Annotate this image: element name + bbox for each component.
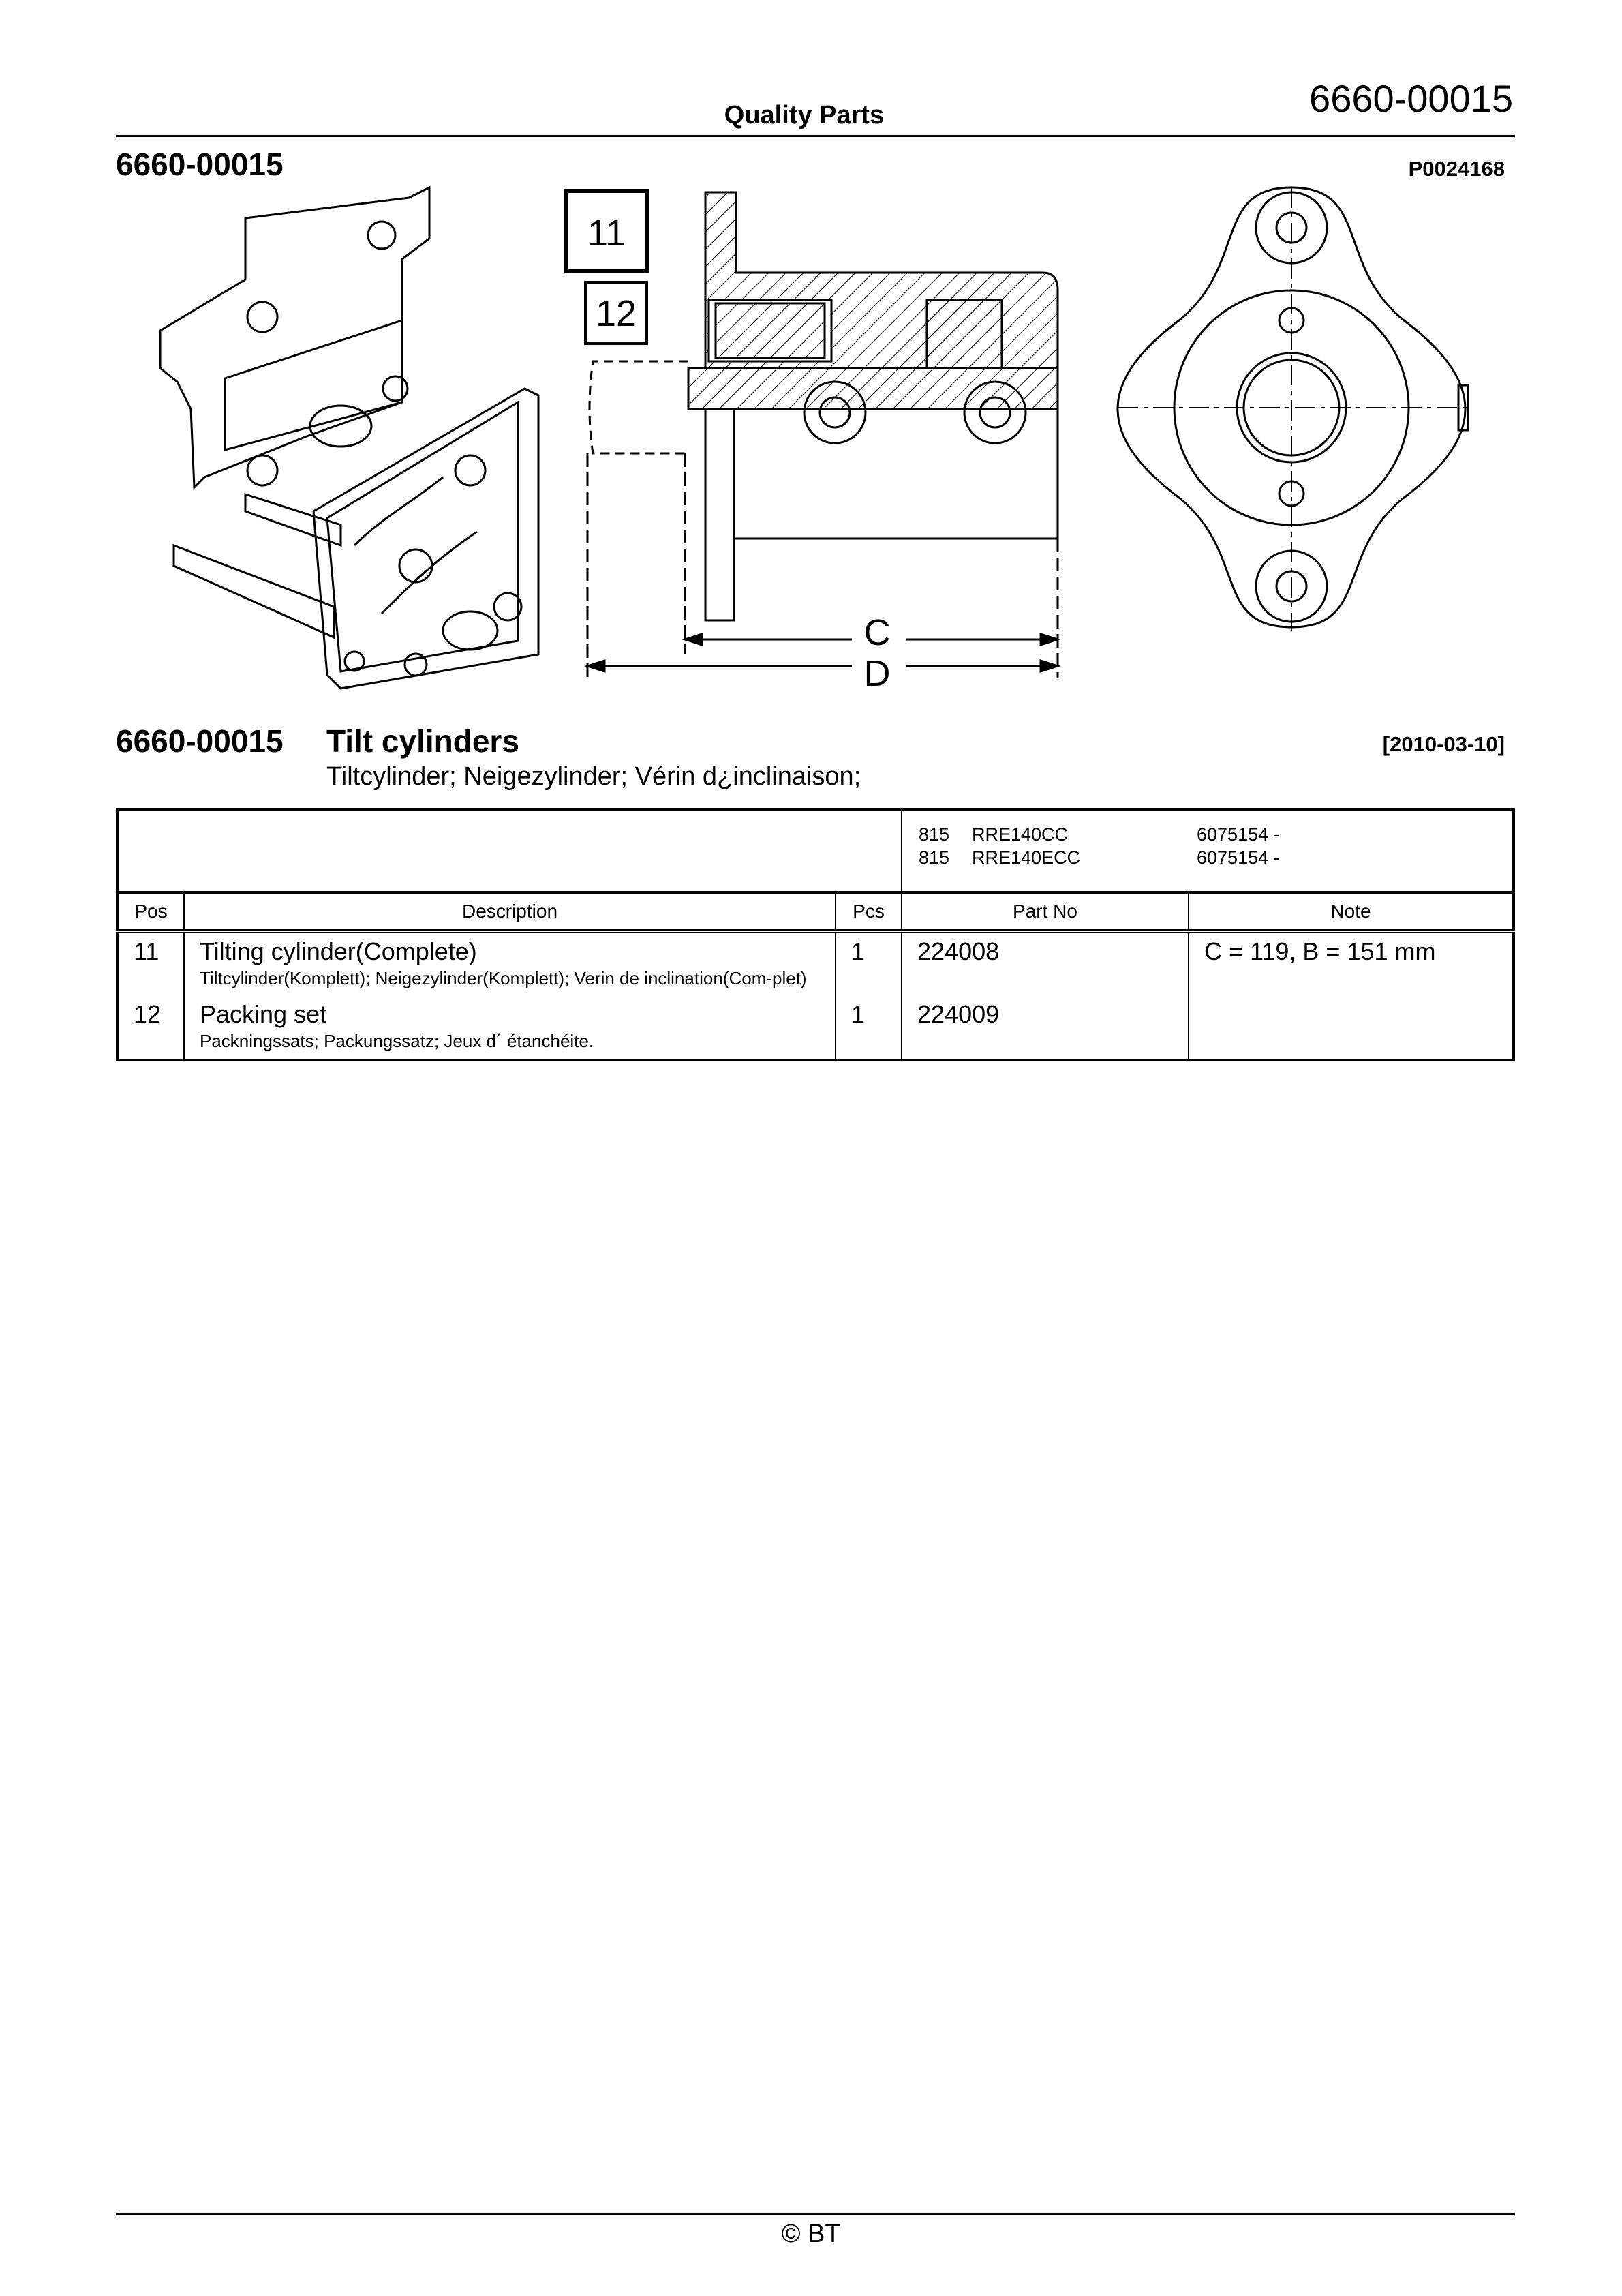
item-translations: Tiltcylinder; Neigezylinder; Vérin d¿inclinaison;	[326, 762, 861, 791]
footer-divider	[116, 2213, 1515, 2215]
document-header-title: Quality Parts	[724, 101, 885, 130]
column-note: Note	[1189, 892, 1514, 931]
applicability-row	[117, 809, 1514, 892]
table-row: 11 Tilting cylinder(Complete) Tiltcylinder(Komplett); Neigezylinder(Komplett); Verin de inclination(Com-plet) 1 224008 C = 119, B = 151 mm	[117, 931, 1514, 996]
item-title: Tilt cylinders	[326, 723, 519, 759]
column-pcs: Pcs	[836, 892, 902, 931]
table-row: 12 Packing set Packningssats; Packungssatz; Jeux d´ étanchéite. 1 224009	[117, 996, 1514, 1060]
column-description: Description	[184, 892, 836, 931]
page-code: 6660-00015	[1309, 77, 1513, 120]
item-date: [2010-03-10]	[1382, 732, 1505, 756]
table-header	[117, 892, 1514, 931]
dimension-d-label: D	[863, 653, 891, 694]
fork-carriage-drawing	[160, 187, 538, 689]
flange-front-view-drawing	[1118, 187, 1472, 631]
section-code: 6660-00015	[116, 147, 284, 182]
picture-id: P0024168	[1408, 157, 1505, 181]
callout-12: 12	[595, 293, 637, 334]
dimension-c-label: C	[863, 612, 891, 653]
callout-11: 11	[587, 213, 626, 254]
parts-illustration	[0, 0, 1622, 702]
column-pos: Pos	[117, 892, 184, 931]
footer-copyright: © BT	[781, 2220, 841, 2248]
applicability-item: 815 RRE140ECC 6075154 -	[919, 847, 1280, 868]
item-code: 6660-00015	[116, 723, 284, 759]
cylinder-section-drawing	[587, 192, 1058, 678]
parts-table	[116, 808, 1515, 1061]
column-part-no: Part No	[902, 892, 1189, 931]
applicability-item: 815 RRE140CC 6075154 -	[919, 824, 1280, 845]
applicability-list	[902, 809, 1514, 892]
